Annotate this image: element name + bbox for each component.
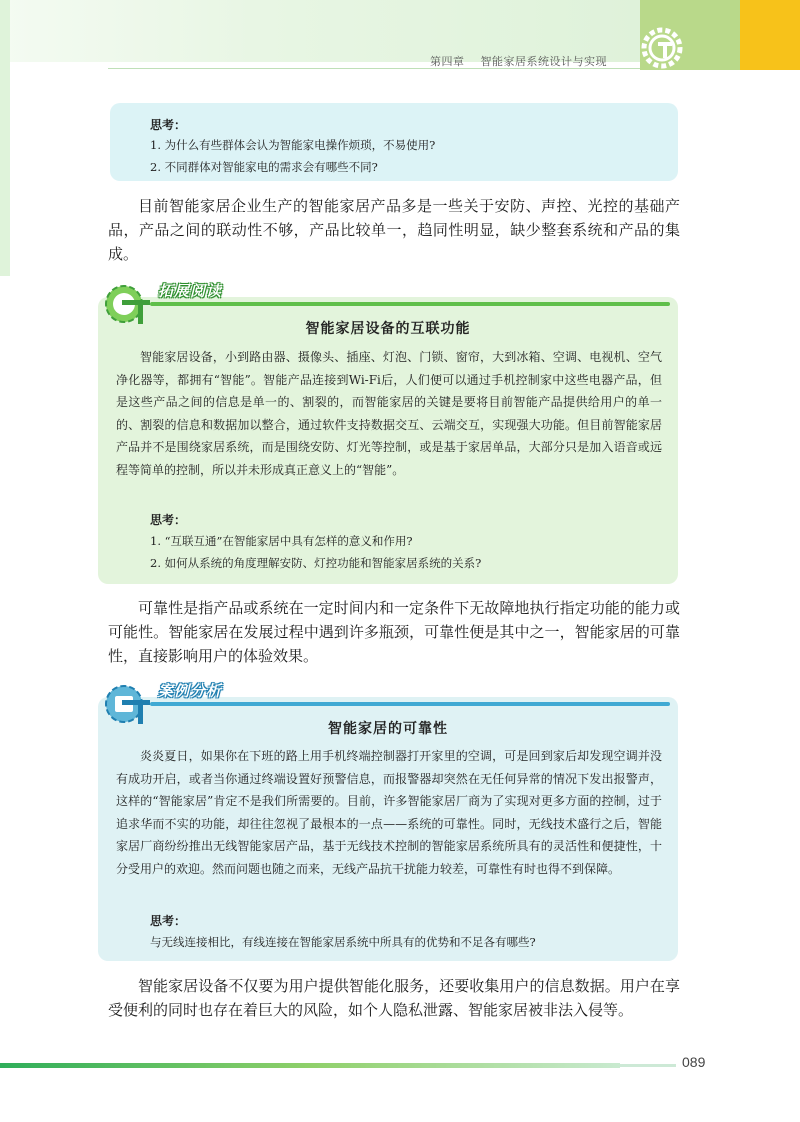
chapter-number: 第四章 (430, 55, 465, 68)
think-question: 2. 不同群体对智能家电的需求会有哪些不同? (150, 160, 378, 174)
think-label: 思考： (150, 118, 187, 132)
body-paragraph: 可靠性是指产品或系统在一定时间内和一定条件下无故障地执行指定功能的能力或可能性。智能家居在发展过程中遇到许多瓶颈，可靠性便是其中之一，智能家居的可靠性，直接影响用户的体验效果。 (108, 599, 680, 665)
footer-rule (0, 1063, 620, 1068)
gear-logo-icon (636, 22, 688, 74)
think-label: 思考： (150, 513, 187, 527)
footer-rule-end (620, 1064, 676, 1067)
running-header (430, 53, 607, 69)
extended-reading-tag: 拓展阅读 (158, 282, 223, 300)
case-analysis-body: 炎炎夏日，如果你在下班的路上用手机终端控制器打开家里的空调，可是回到家后却发现空调并没有成功开启，或者当你通过终端设置好预警信息，而报警器却突然在无任何异常的情况下发出报警声，这样的“智能家居”肯定不是我们所需要的。目前，许多智能家居厂商为了实现对更多方面的控制，过于追求华而不实的功能，却往往忽视了最根本的一点——系统的可靠性。同时，无线技术盛行之后，智能家居厂商纷纷推出无线智能家居产品，基于无线技术控制的智能家居系统所具有的灵活性和便捷性，十分受用户的欢迎。然而问题也随之而来，无线产品抗干扰能力较差，可靠性有时也得不到保障。 (116, 749, 662, 876)
header-yellow-block (740, 0, 800, 70)
left-margin-strip (0, 0, 10, 276)
page-number: 089 (682, 1054, 706, 1070)
body-paragraph: 智能家居设备不仅要为用户提供智能化服务，还要收集用户的信息数据。用户在享受便利的同时也存在着巨大的风险，如个人隐私泄露、智能家居被非法入侵等。 (108, 977, 680, 1019)
tag-underline (150, 702, 670, 706)
chapter-title: 智能家居系统设计与实现 (480, 55, 607, 68)
case-analysis-tag: 案例分析 (158, 682, 223, 700)
case-analysis-title: 智能家居的可靠性 (328, 721, 448, 737)
extended-reading-body: 智能家居设备，小到路由器、摄像头、插座、灯泡、门锁、窗帘，大到冰箱、空调、电视机、空气净化器等，都拥有“智能”。智能产品连接到Wi-Fi后，人们便可以通过手机控制家中这些电器产品，但是这些产品之间的信息是单一的、割裂的，而智能家居的关键是要将目前智能产品提供给用户的单一的、割裂的信息和数据加以整合，通过软件支持数据交互、云端交互，实现强大功能。但目前智能家居产品并不是围绕家居系统，而是围绕安防、灯光等控制，或是基于家居单品，大部分只是加入语音或远程等简单的控制，所以并未形成真正意义上的“智能”。 (116, 350, 662, 477)
think-question: 1. “互联互通”在智能家居中具有怎样的意义和作用? (150, 534, 413, 548)
think-question: 1. 为什么有些群体会认为智能家电操作烦琐，不易使用? (150, 138, 436, 152)
think-question: 与无线连接相比，有线连接在智能家居系统中所具有的优势和不足各有哪些? (150, 935, 536, 949)
extended-reading-title: 智能家居设备的互联功能 (305, 321, 471, 337)
body-paragraph: 目前智能家居企业生产的智能家居产品多是一些关于安防、声控、光控的基础产品，产品之间的联动性不够，产品比较单一，趋同性明显，缺少整套系统和产品的集成。 (108, 197, 680, 263)
think-label: 思考： (150, 914, 187, 928)
think-question: 2. 如何从系统的角度理解安防、灯控功能和智能家居系统的关系? (150, 556, 482, 570)
tag-underline (150, 302, 670, 306)
